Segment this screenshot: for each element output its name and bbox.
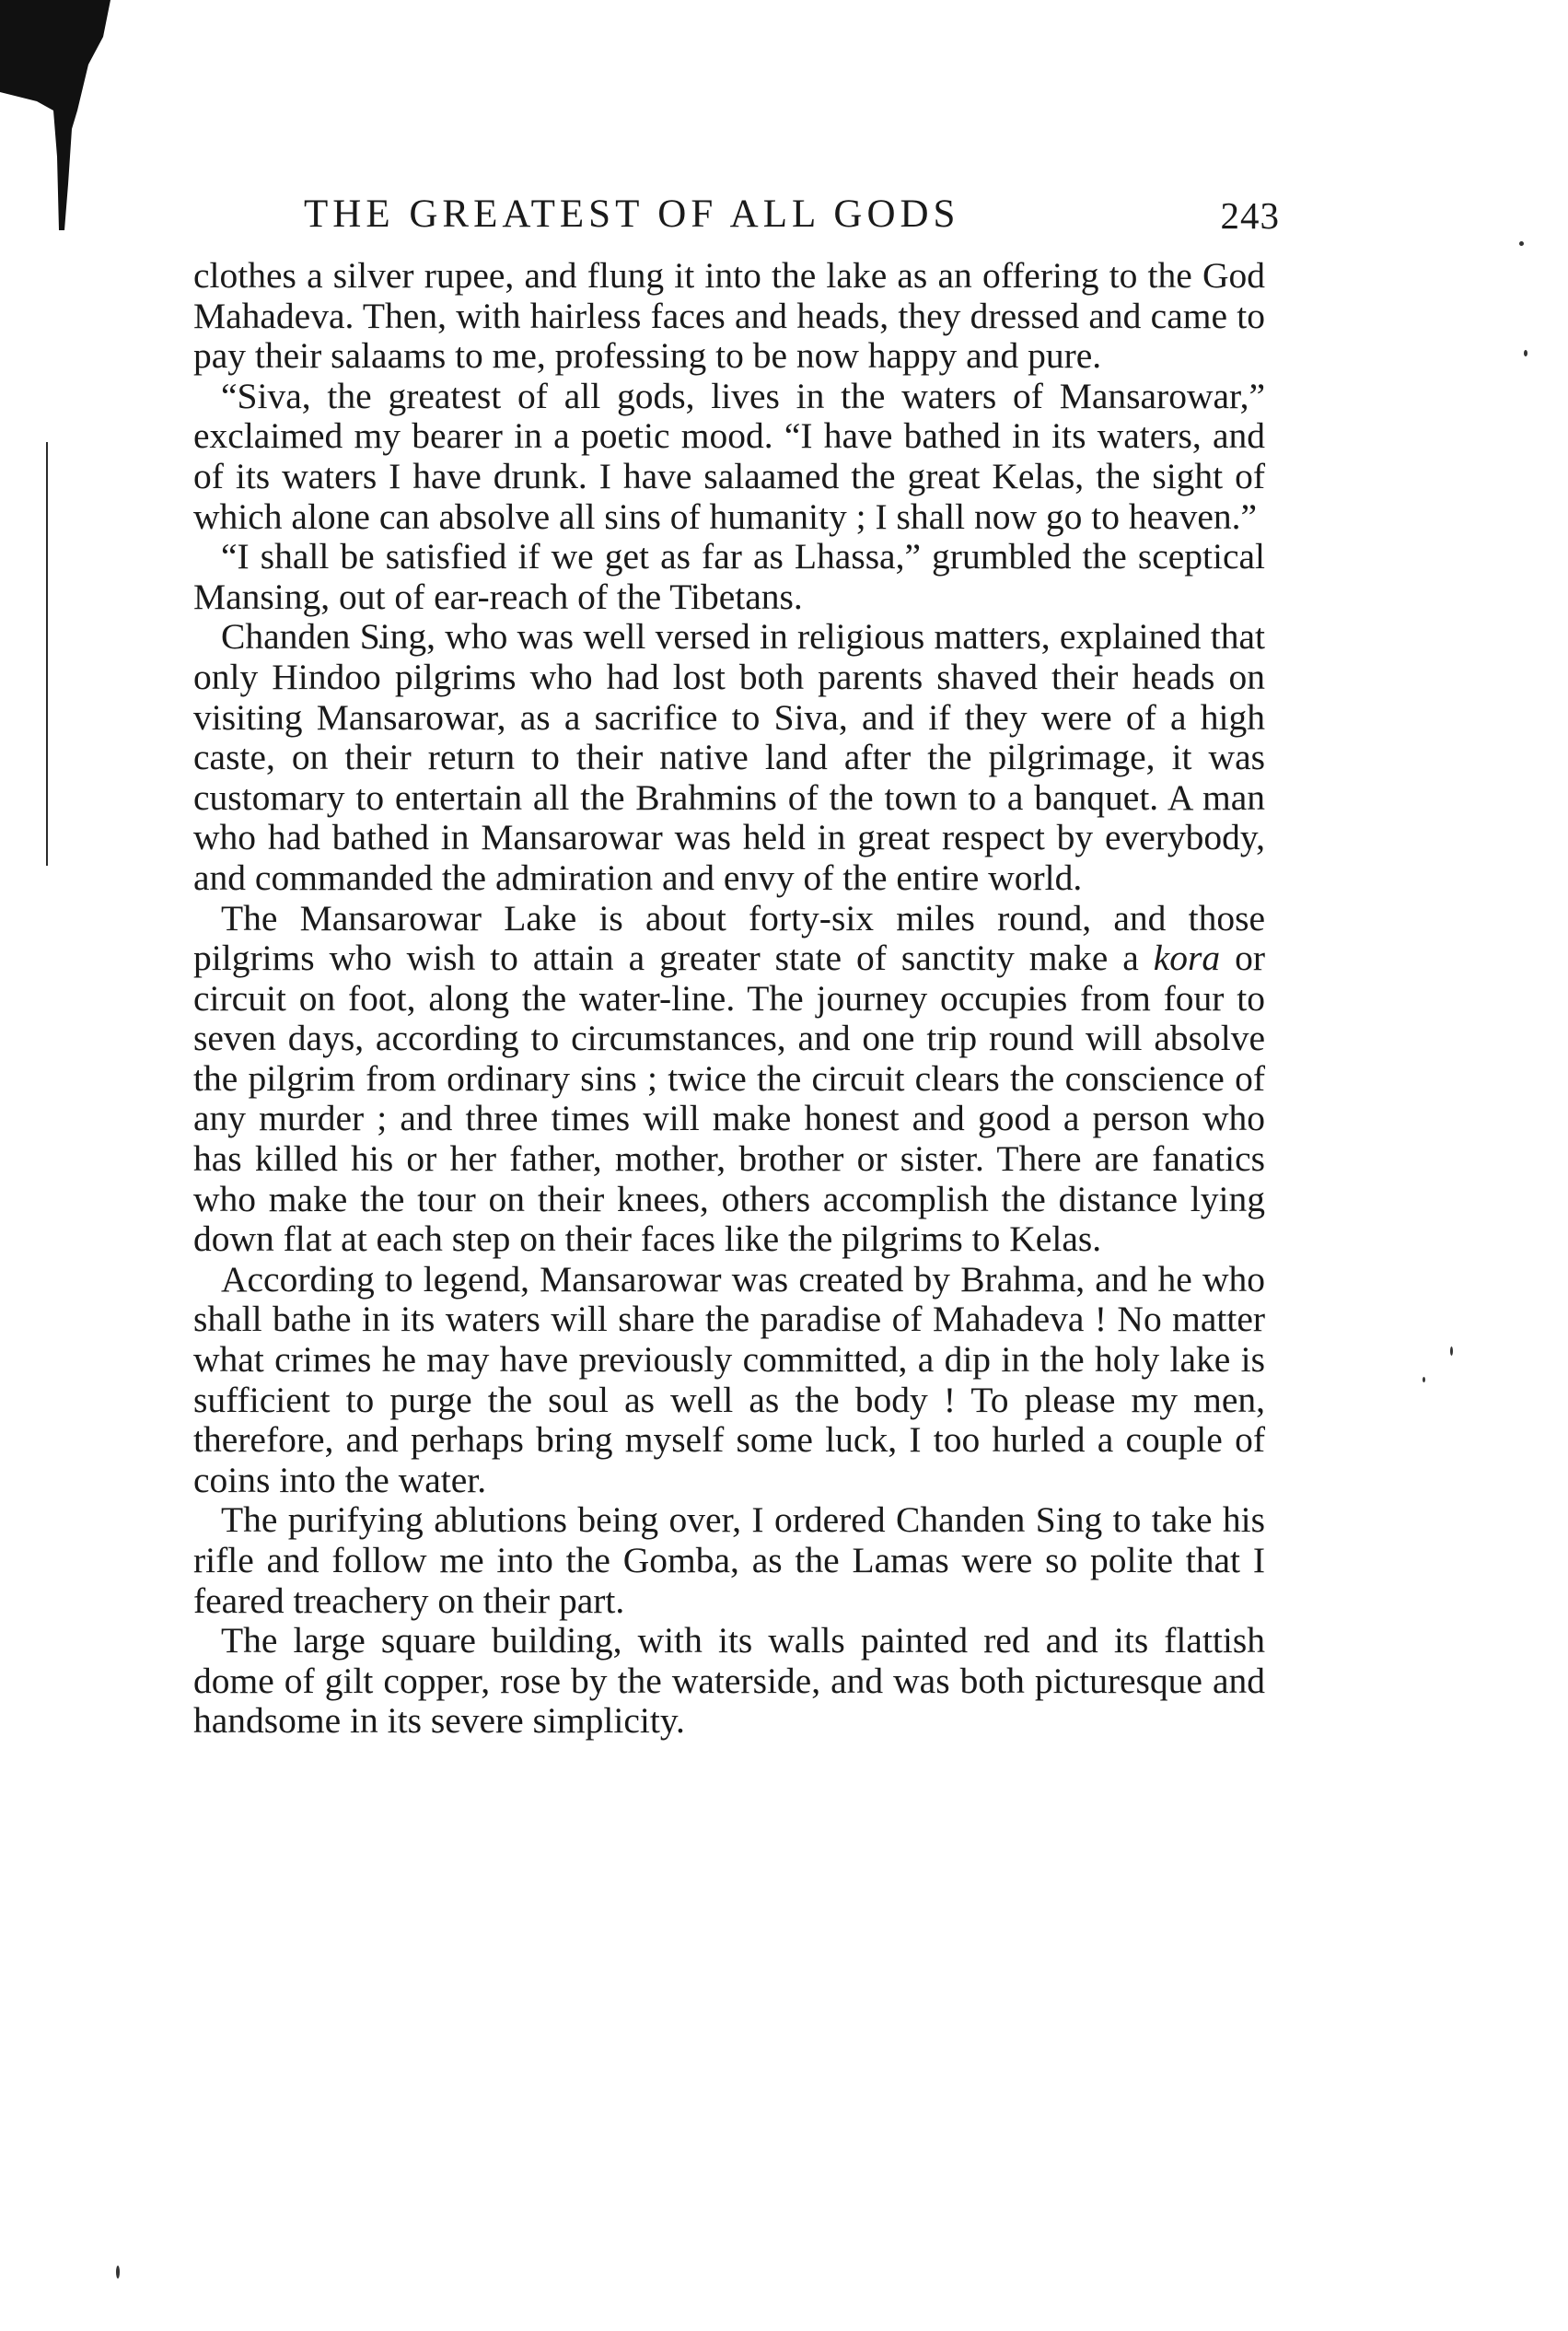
paragraph: The large square building, with its walls painted red and its flattish dome of gilt copper, rose by the waterside, and was both picturesque and handsome in its severe simplicity. bbox=[193, 1620, 1265, 1742]
italic-term: kora bbox=[1153, 938, 1221, 979]
paragraph: The purifying ablutions being over, I ordered Chanden Sing to take his rifle and follow me into the Gomba, as the Lamas were so polite that I feared treachery on their part. bbox=[193, 1499, 1265, 1621]
scan-speck bbox=[1450, 1346, 1453, 1356]
paragraph: According to legend, Mansarowar was created by Brahma, and he who shall bathe in its waters will share the paradise of Mahadeva ! No matter what crimes he may have previously committed, a dip in the holy lake is sufficient to purge the soul as well as the body ! To please my men, therefore, and perhaps bring myself some luck, I too hurled a couple of coins into the water. bbox=[193, 1258, 1265, 1500]
paragraph bbox=[193, 899, 1265, 1260]
running-title: THE GREATEST OF ALL GODS bbox=[304, 192, 960, 236]
scan-speck bbox=[1524, 350, 1527, 356]
paragraph-text: The Mansarowar Lake is about forty-six miles round, and those pilgrims who wish to attain a greater state of sanctity make a bbox=[193, 897, 1265, 979]
margin-rule bbox=[46, 442, 48, 866]
scan-speck bbox=[1519, 241, 1524, 246]
running-head bbox=[193, 192, 1280, 247]
page-number: 243 bbox=[1220, 194, 1280, 237]
scan-speck bbox=[116, 2266, 120, 2279]
scan-speck bbox=[1423, 1377, 1425, 1382]
body-text bbox=[193, 256, 1265, 1742]
paragraph-text: or circuit on foot, along the water-line. The journey occupies from four to seven days, according to circumstances, and one trip round will absolve the pilgrim from ordinary sins ; twice the circuit clears the conscience of any murder ; and three times will make honest and good a person who has killed his or her father, mother, brother or sister. There are fanatics who make the tour on their knees, others accomplish the distance lying down flat at each step on their faces like the pilgrims to Kelas. bbox=[193, 938, 1265, 1260]
paragraph: “I shall be satisfied if we get as far as Lhassa,” grumbled the sceptical Mansing, out of ear-reach of the Tibetans. bbox=[193, 536, 1265, 617]
paragraph: “Siva, the greatest of all gods, lives in the waters of Mansarowar,” exclaimed my bearer in a poetic mood. “I have bathed in its waters, and of its waters I have drunk. I have salaamed the great Kelas, the sight of which alone can absolve all sins of humanity ; I shall now go to heaven.” bbox=[193, 375, 1265, 537]
paragraph: clothes a silver rupee, and flung it into the lake as an offering to the God Mahadeva. Then, with hairless faces and heads, they dressed and came to pay their salaams to me, professing to be now happy and pure. bbox=[193, 255, 1265, 377]
binding-shadow-mark bbox=[0, 0, 120, 239]
paragraph: Chanden Sing, who was well versed in religious matters, explained that only Hindoo pilgrims who had lost both parents shaved their heads on visiting Mansarowar, as a sacrifice to Siva, and if they were of a high caste, on their return to their native land after the pilgrimage, it was customary to entertain all the Brahmins of the town to a banquet. A man who had bathed in Mansarowar was held in great respect by everybody, and commanded the admiration and envy of the entire world. bbox=[193, 616, 1265, 898]
